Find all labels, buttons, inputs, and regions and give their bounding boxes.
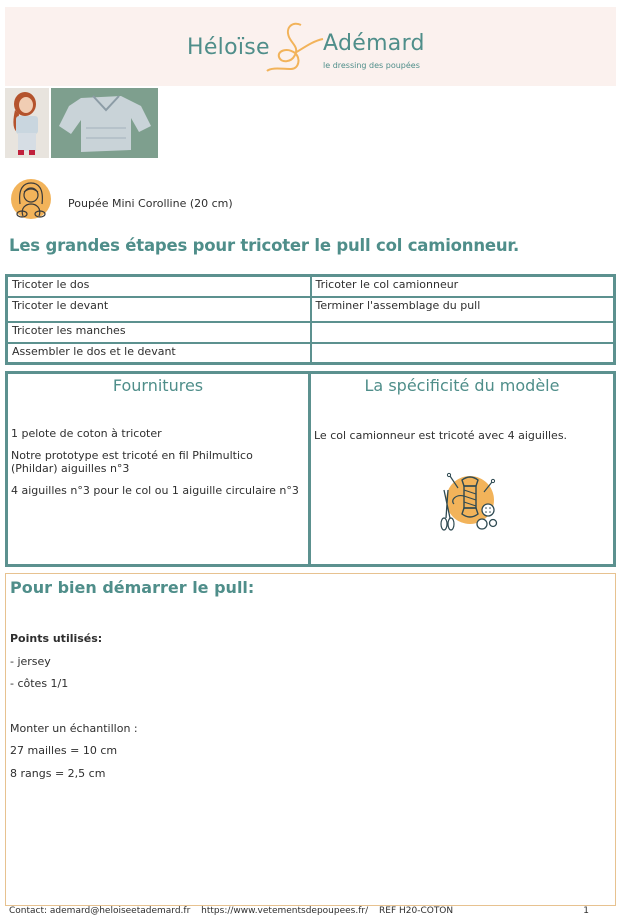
step-cell: Terminer l'assemblage du pull xyxy=(311,297,615,322)
info-boxes xyxy=(5,371,616,567)
doll-icon xyxy=(10,178,52,220)
supply-item: 4 aiguilles n°3 pour le col ou 1 aiguille circulaire n°3 xyxy=(11,484,299,497)
page-footer xyxy=(9,906,609,916)
supply-item: Notre prototype est tricoté en fil Philmultico (Phildar) aiguilles n°3 xyxy=(11,449,253,475)
gauge-item: 27 mailles = 10 cm xyxy=(10,744,118,757)
supplies-box xyxy=(8,374,311,564)
step-cell xyxy=(311,322,615,343)
table-row xyxy=(7,297,615,322)
spacer xyxy=(10,696,138,718)
brand-logo xyxy=(183,21,443,81)
table-row xyxy=(7,322,615,343)
step-cell: Assembler le dos et le devant xyxy=(7,343,311,364)
doll-model-label: Poupée Mini Corolline (20 cm) xyxy=(68,197,233,210)
step-cell: Tricoter le devant xyxy=(7,297,311,322)
sewing-kit-icon xyxy=(436,470,502,536)
doll-photo xyxy=(5,88,49,158)
gauge-item: 8 rangs = 2,5 cm xyxy=(10,766,106,780)
footer-url[interactable]: https://www.vetementsdepoupees.fr/ xyxy=(201,906,369,916)
sweater-photo xyxy=(51,88,158,158)
step-cell: Tricoter le dos xyxy=(7,276,311,297)
gauge-label: Monter un échantillon : xyxy=(10,721,138,735)
table-row xyxy=(7,276,615,297)
supplies-list xyxy=(11,427,302,506)
specificity-box xyxy=(311,374,613,564)
brand-tagline: le dressing des poupées xyxy=(323,61,420,70)
step-cell: Tricoter les manches xyxy=(7,322,311,343)
header-banner xyxy=(5,7,616,86)
supplies-title: Fournitures xyxy=(112,376,204,395)
table-row xyxy=(7,343,615,364)
step-cell xyxy=(311,343,615,364)
page-number: 1 xyxy=(583,906,589,916)
step-cell: Tricoter le col camionneur xyxy=(311,276,615,297)
steps-table xyxy=(5,274,616,365)
stitch-item: - jersey xyxy=(10,654,51,668)
getting-started-box xyxy=(5,573,616,906)
page-title: Les grandes étapes pour tricoter le pull col camionneur. xyxy=(9,236,520,255)
stitch-item: - côtes 1/1 xyxy=(10,677,69,690)
footer-ref: REF H20-COTON xyxy=(379,906,454,916)
footer-contact[interactable]: Contact: ademard@heloiseetademard.fr xyxy=(9,906,191,916)
brand-name-left: Héloïse xyxy=(187,35,270,60)
specificity-title: La spécificité du modèle xyxy=(364,376,560,395)
getting-started-title: Pour bien démarrer le pull: xyxy=(10,578,255,597)
supply-item: 1 pelote de coton à tricoter xyxy=(11,427,162,440)
stitches-label: Points utilisés: xyxy=(10,632,103,645)
brand-name-right: Adémard xyxy=(323,31,425,56)
ampersand-icon xyxy=(265,19,325,79)
specificity-text: Le col camionneur est tricoté avec 4 aiguilles. xyxy=(314,429,568,442)
getting-started-content xyxy=(10,628,138,785)
